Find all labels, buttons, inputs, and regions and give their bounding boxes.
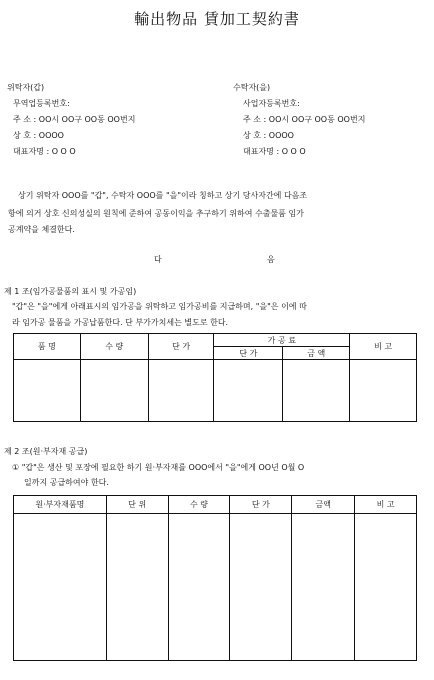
- intro-line-2: 항에 의거 상호 신의성실의 원칙에 준하여 공동이익을 추구하기 위하여 수출물품 임가: [8, 209, 304, 218]
- article-2-table: [13, 495, 417, 661]
- col-item-header: 품 명: [14, 334, 81, 360]
- col-price-header: 단 가: [230, 496, 292, 514]
- section-da: 다: [154, 255, 162, 264]
- col-qty-header: 수 량: [80, 334, 148, 360]
- document-title: 輸出物品 賃加工契約書: [134, 10, 300, 28]
- col-amount-header: 금액: [292, 496, 355, 514]
- col-qty-header: 수 량: [168, 496, 230, 514]
- col-unit-header: 단 위: [106, 496, 168, 514]
- party-a-company: 상 호 : OOOO: [13, 131, 64, 140]
- article-1-heading: 제 1 조(임가공물품의 표시 및 가공임): [4, 287, 137, 296]
- party-a-address: 주 소 : OO시 OO구 OO동 OO번지: [13, 115, 136, 124]
- col-note-header: 비 고: [350, 334, 417, 360]
- article-1-line-2: 라 임가공 물품을 가공납품한다. 단 부가가치세는 별도로 한다.: [12, 318, 229, 327]
- article-2-line-2: 일까지 공급하여야 한다.: [24, 478, 109, 487]
- table-cell: [283, 360, 350, 422]
- section-eum: 음: [267, 255, 275, 264]
- intro-line-3: 공계약을 체결한다.: [8, 225, 75, 234]
- table-cell: [168, 514, 230, 661]
- table-cell: [355, 514, 417, 661]
- table-cell: [14, 360, 81, 422]
- article-2-heading: 제 2 조(원·부자재 공급): [4, 447, 88, 456]
- article-2-line-1: ① "갑"은 생산 및 포장에 필요한 하기 원·부자재를 OOO에서 "을"에게 OO년 O월 O: [12, 463, 305, 472]
- party-a-header: 위탁자(갑): [7, 83, 45, 92]
- party-b-bizno: 사업자등록번호:: [243, 99, 300, 108]
- party-b-address: 주 소 : OO시 OO구 OO동 OO번지: [243, 115, 366, 124]
- table-cell: [350, 360, 417, 422]
- table-cell: [106, 514, 168, 661]
- col-processing-fee-header: 가 공 료: [214, 334, 350, 347]
- article-1-table: [13, 333, 417, 422]
- table-cell: [214, 360, 283, 422]
- table-row: [14, 360, 417, 422]
- col-proc-amount-header: 금 액: [283, 347, 350, 360]
- col-note-header: 비 고: [355, 496, 417, 514]
- col-material-header: 원·부자재품명: [14, 496, 107, 514]
- table-cell: [148, 360, 214, 422]
- table-cell: [292, 514, 355, 661]
- table-cell: [230, 514, 292, 661]
- table-cell: [80, 360, 148, 422]
- party-b-company: 상 호 : OOOO: [243, 131, 294, 140]
- col-proc-price-header: 단 가: [214, 347, 283, 360]
- party-b-rep: 대표자명 : O O O: [243, 147, 306, 156]
- table-row: [14, 514, 417, 661]
- party-b-header: 수탁자(을): [233, 83, 271, 92]
- intro-line-1: 상기 위탁자 OOO를 "갑", 수탁자 OOO를 "을"이라 칭하고 상기 당사자간에 다음조: [18, 191, 308, 200]
- article-1-line-1: "갑"은 "을"에게 아래표시의 임가공을 위탁하고 임가공비를 지급하며, "을"은 이에 따: [12, 302, 307, 311]
- party-a-bizno: 무역업등록번호:: [13, 99, 70, 108]
- party-a-rep: 대표자명 : O O O: [13, 147, 76, 156]
- col-price-header: 단 가: [148, 334, 214, 360]
- table-cell: [14, 514, 107, 661]
